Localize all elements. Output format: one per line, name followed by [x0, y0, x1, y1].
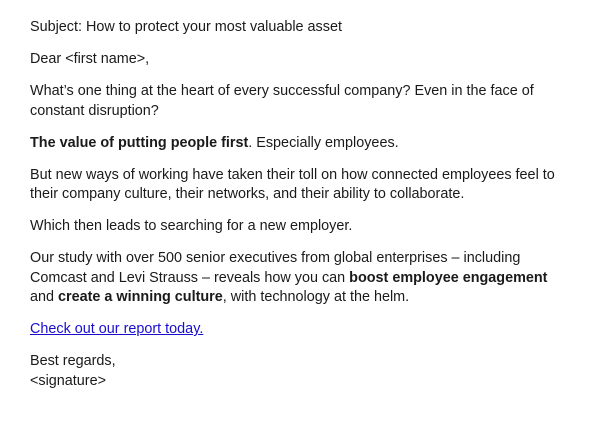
highlight-paragraph: [30, 134, 575, 154]
report-link[interactable]: Check out our report today.: [30, 321, 204, 337]
study-text-1: Our study with over 500 senior executives from global enterprises – including Comcast and Levi Strauss – reveals how you can: [30, 250, 521, 286]
study-bold-culture: create a winning culture: [58, 289, 223, 305]
email-greeting: Dear <first name>,: [30, 51, 150, 67]
intro-paragraph: What’s one thing at the heart of every successful company? Even in the face of constant disruption?: [30, 83, 534, 119]
signature-text: <signature>: [30, 372, 107, 389]
study-text-2: and: [30, 289, 59, 305]
email-body: [30, 18, 575, 404]
email-subject: Subject: How to protect your most valuable asset: [30, 19, 342, 35]
study-bold-engagement: boost employee engagement: [349, 269, 548, 286]
cta-paragraph: [30, 320, 575, 340]
highlight-bold-text: The value of putting people first: [30, 134, 249, 151]
signoff: [30, 352, 575, 391]
study-paragraph: [30, 249, 575, 308]
toll-paragraph: But new ways of working have taken their toll on how connected employees feel to their company culture, their networks, and their ability to collaborate.: [30, 166, 555, 202]
closing-text: Best regards,: [30, 353, 116, 369]
study-text-3: , with technology at the helm.: [222, 289, 410, 305]
highlight-rest-text: . Especially employees.: [248, 134, 399, 151]
search-paragraph: Which then leads to searching for a new employer.: [30, 218, 353, 234]
